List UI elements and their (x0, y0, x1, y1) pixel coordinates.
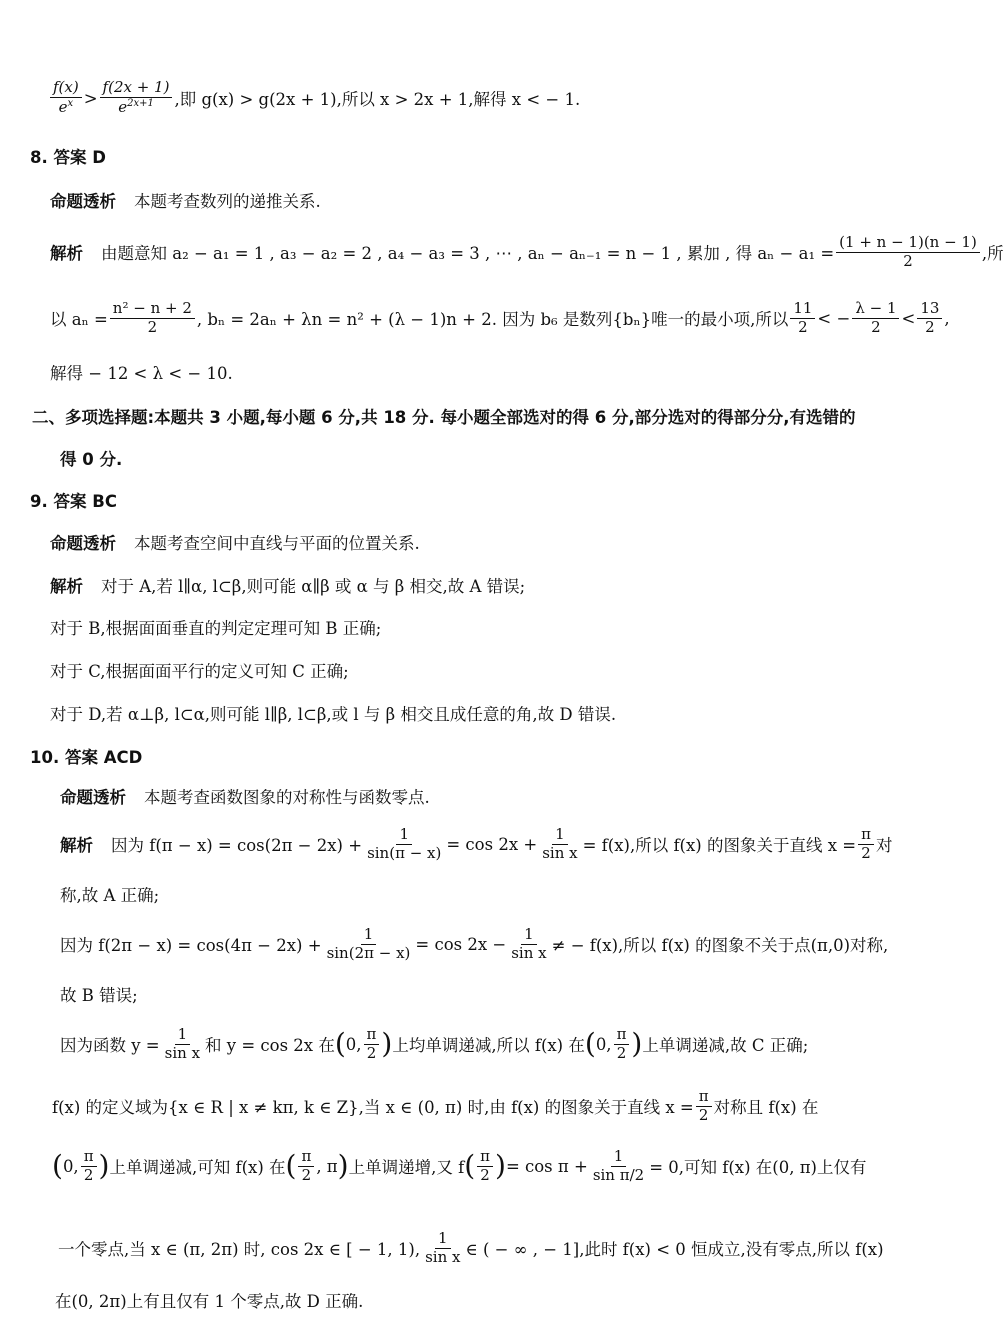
fraction: $\frac{\lambda - 1}{2}$ (852, 301, 899, 336)
fraction: $\frac{\pi}{2}$ (614, 1027, 630, 1062)
fraction: $\frac{1}{\sin(\pi - x)}$ (367, 824, 442, 862)
fraction: $\frac{1}{\text{sin x}}$ (511, 924, 547, 962)
q8-solution-line-3: 解得 − 12 < λ < − 10. (50, 364, 233, 383)
fraction: $\frac{11}{2}$ (790, 301, 815, 336)
cut-off-top-line (0, 36, 950, 50)
q10-answer-heading: 10. 答案 ACD (30, 748, 143, 767)
q8-analysis: 命题透析 本题考查数列的递推关系. (50, 192, 321, 211)
q9-solution-line-3: 对于 C,根据面面平行的定义可知 C 正确; (50, 662, 349, 681)
section-2-title-cont: 得 0 分. (60, 450, 123, 469)
fraction: $\frac{f(2x + 1)}{e^{2x+1}}$ (100, 80, 173, 116)
fraction: $\frac{1}{\text{sin π/2}}$ (592, 1146, 645, 1184)
fraction: $\frac{\pi}{2}$ (364, 1027, 380, 1062)
q10-solution-line-7: ( 0, $\frac{\pi}{2}$ ) 上单调递减,可知 f(x) 在 ( $\frac{\pi}{2}$ , π ) 上单调递增,又 f ( $\frac{\pi}{2}$ ) = cos π + $\frac{1}{\text{sin π/2}}$ = 0,可知 f(x) 在(0, π)上仅有 (52, 1146, 867, 1184)
fraction: $\frac{\pi}{2}$ (81, 1149, 97, 1184)
section-2-title: 二、多项选择题:本题共 3 小题,每小题 6 分,共 18 分. 每小题全部选对的得 6 分,部分选对的得部分分,有选错的 (32, 408, 856, 427)
q9-analysis: 命题透析 本题考查空间中直线与平面的位置关系. (50, 534, 420, 553)
q8-solution-line-2: 以 aₙ = $\frac{\text{n² − n + 2}}{2}$ , bₙ = 2aₙ + λn = n² + (λ − 1)n + 2. 因为 b₆ 是数列{bₙ}唯一的最小项,所以 $\frac{11}{2}$ < − $\frac{\lambda - 1}{2}$ < $\frac{13}{2}$ , (50, 298, 950, 336)
continuation-line: $\frac{f(x)}{e^x}$ > $\frac{f(2x + 1)}{e^{2x+1}}$ ,即 g(x) > g(2x + 1),所以 x > 2x + 1,解得 x < − 1. (48, 78, 580, 118)
fraction: $\frac{1}{\text{sin x}}$ (425, 1228, 461, 1266)
q10-analysis: 命题透析 本题考查函数图象的对称性与函数零点. (60, 788, 430, 807)
q10-solution-line-2: 称,故 A 正确; (60, 886, 160, 905)
q10-solution-line-1: 解析 因为 f(π − x) = cos(2π − 2x) + $\frac{1}{\sin(\pi - x)}$ = cos 2x + $\frac{1}{\text{sin x}}$ = f(x),所以 f(x) 的图象关于直线 x = $\frac{\pi}{2}$ 对 (60, 824, 893, 862)
q9-answer-heading: 9. 答案 BC (30, 492, 117, 511)
q10-solution-line-4: 故 B 错误; (60, 986, 138, 1005)
fraction: $\frac{1}{\text{sin x}}$ (542, 824, 578, 862)
q10-solution-line-6: f(x) 的定义域为{x ∈ R | x ≠ kπ, k ∈ Z},当 x ∈ (0, π) 时,由 f(x) 的图象关于直线 x = $\frac{\pi}{2}$ 对称且 f(x) 在 (52, 1086, 819, 1124)
fraction: $\frac{1}{\sin(2\pi - x)}$ (326, 924, 411, 962)
q8-answer-heading: 8. 答案 D (30, 148, 106, 167)
q9-solution-line-1: 解析 对于 A,若 l∥α, l⊂β,则可能 α∥β 或 α 与 β 相交,故 A 错误; (50, 577, 526, 596)
fraction: $\frac{1}{\text{sin x}}$ (164, 1024, 201, 1062)
fraction: $\frac{\pi}{2}$ (858, 827, 874, 862)
q9-solution-line-2: 对于 B,根据面面垂直的判定定理可知 B 正确; (50, 619, 382, 638)
fraction: $\frac{\text{n² − n + 2}}{2}$ (110, 301, 195, 336)
q10-solution-line-5: 因为函数 y = $\frac{1}{\text{sin x}}$ 和 y = cos 2x 在 ( 0, $\frac{\pi}{2}$ ) 上均单调递减,所以 f(x) 在 ( 0, $\frac{\pi}{2}$ ) 上单调递减,故 C 正确; (60, 1024, 809, 1062)
q10-solution-line-3: 因为 f(2π − x) = cos(4π − 2x) + $\frac{1}{\sin(2\pi - x)}$ = cos 2x − $\frac{1}{\text{sin x}}$ ≠ − f(x),所以 f(x) 的图象不关于点(π,0)对称, (60, 924, 889, 962)
q9-solution-line-4: 对于 D,若 α⊥β, l⊂α,则可能 l∥β, l⊂β,或 l 与 β 相交且成任意的角,故 D 错误. (50, 705, 617, 724)
fraction: $\frac{13}{2}$ (917, 301, 942, 336)
q10-solution-line-8: 一个零点,当 x ∈ (π, 2π) 时, cos 2x ∈ [ − 1, 1), $\frac{1}{\text{sin x}}$ ∈ ( − ∞ , − 1],此时 f(x) < 0 恒成立,没有零点,所以 f(x) (58, 1228, 884, 1266)
q8-solution-line-1: 解析 由题意知 a₂ − a₁ = 1 , a₃ − a₂ = 2 , a₄ − a₃ = 3 , ⋯ , aₙ − aₙ₋₁ = n − 1 , 累加 , 得 aₙ − a₁ = $\frac{(1 + n - 1)(n - 1)}{2}$ ,所 (50, 232, 1004, 270)
fraction: $\frac{\pi}{2}$ (477, 1149, 493, 1184)
fraction: $\frac{\pi}{2}$ (696, 1089, 712, 1124)
fraction: $\frac{\pi}{2}$ (298, 1149, 314, 1184)
fraction: $\frac{(1 + n - 1)(n - 1)}{2}$ (836, 235, 980, 270)
fraction: $\frac{f(x)}{e^x}$ (50, 80, 82, 116)
q10-solution-line-9-cut: 在(0, 2π)上有且仅有 1 个零点,故 D 正确. (55, 1292, 364, 1311)
